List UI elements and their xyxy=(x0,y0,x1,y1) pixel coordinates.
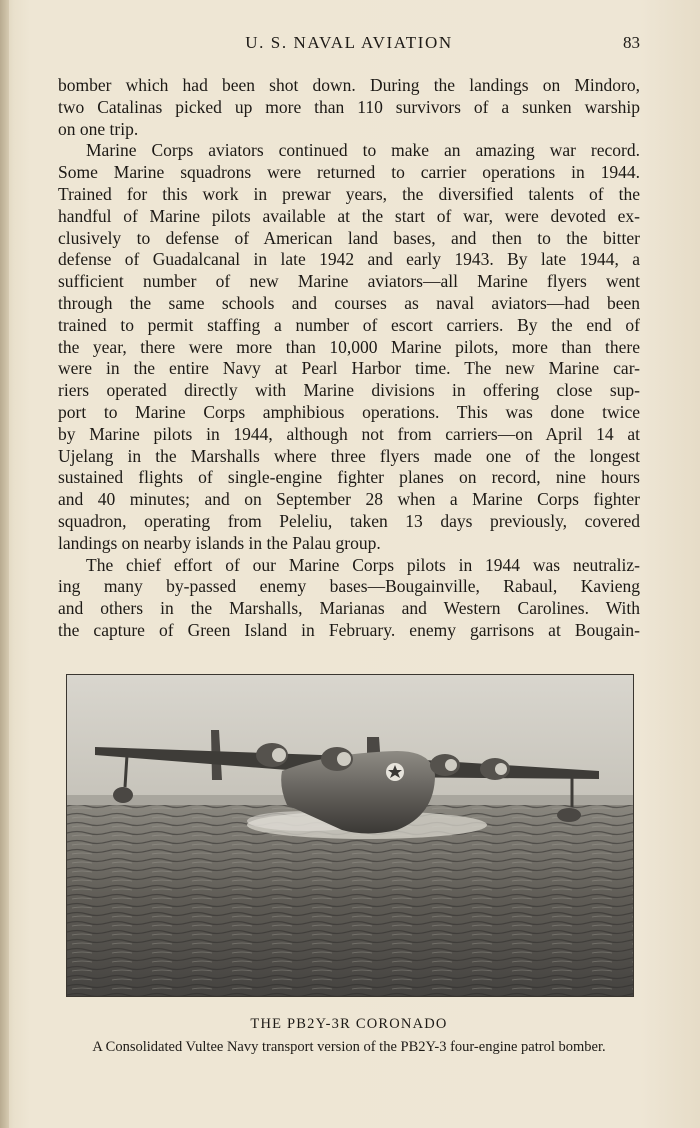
text-line: bomber which had been shot down. During the landings on Mindoro, xyxy=(58,75,640,95)
caption-title: THE PB2Y-3R CORONADO xyxy=(250,1016,448,1032)
text-line: Marine Corps aviators continued to make an amazing war record. xyxy=(86,140,640,161)
text-line: sustained flights of single-engine fighter planes on record, nine hours xyxy=(58,467,640,488)
propeller-hub-3 xyxy=(445,759,457,771)
text-line: the year, there were more than 10,000 Marine pilots, more than there xyxy=(58,336,640,357)
page-number: 83 xyxy=(623,33,640,52)
text-line: ing many by-passed enemy bases—Bougainville, Rabaul, Kavieng xyxy=(58,576,640,597)
page-header xyxy=(58,33,640,57)
text-line: Trained for this work in prewar years, the diversified talents of the xyxy=(58,183,640,204)
text-line: were in the entire Navy at Pearl Harbor time. The new Marine car- xyxy=(58,358,640,379)
propeller-hub-4 xyxy=(495,763,507,775)
text-line: Some Marine squadrons were returned to carrier operations in 1944. xyxy=(58,162,640,183)
text-line: landings on nearby islands in the Palau group. xyxy=(58,532,381,553)
flying-boat-illustration xyxy=(67,675,633,996)
caption-text: A Consolidated Vultee Navy transport version of the PB2Y-3 four-engine patrol bomber. xyxy=(92,1039,606,1055)
text-line: Ujelang in the Marshalls where three flyers made one of the longest xyxy=(58,445,640,466)
text-line: The chief effort of our Marine Corps pilots in 1944 was neutraliz- xyxy=(86,554,640,575)
right-float xyxy=(557,808,581,822)
text-line: trained to permit staffing a number of escort carriers. By the end of xyxy=(58,314,640,335)
running-title: U. S. NAVAL AVIATION xyxy=(245,33,453,52)
book-spine-shadow xyxy=(0,0,9,1128)
text-line: on one trip. xyxy=(58,118,139,139)
coronado-photo xyxy=(66,674,634,997)
propeller-hub-2 xyxy=(337,752,351,766)
text-line: and others in the Marshalls, Marianas and Western Carolines. With xyxy=(58,598,640,619)
propeller-hub-1 xyxy=(272,748,286,762)
text-line: defense of Guadalcanal in late 1942 and early 1943. By late 1944, a xyxy=(58,249,640,270)
left-float xyxy=(113,787,133,803)
body-text xyxy=(58,75,640,642)
left-float-strut xyxy=(125,755,127,787)
text-line: port to Marine Corps amphibious operations. This was done twice xyxy=(58,401,640,422)
text-line: clusively to defense of American land bases, and then to the bitter xyxy=(58,227,640,248)
text-line: through the same schools and courses as naval aviators—had been xyxy=(58,292,640,313)
text-line: the capture of Green Island in February. enemy garrisons at Bougain- xyxy=(58,619,640,640)
text-line: sufficient number of new Marine aviators—all Marine flyers went xyxy=(58,271,640,292)
text-line: two Catalinas picked up more than 110 survivors of a sunken warship xyxy=(58,96,640,117)
text-line: squadron, operating from Peleliu, taken 13 days previously, covered xyxy=(58,510,640,531)
figure-caption xyxy=(58,1016,640,1056)
text-line: and 40 minutes; and on September 28 when a Marine Corps fighter xyxy=(58,489,640,510)
text-line: riers operated directly with Marine divisions in offering close sup- xyxy=(58,380,640,401)
text-line: handful of Marine pilots available at the start of war, were devoted ex- xyxy=(58,205,640,226)
text-line: by Marine pilots in 1944, although not from carriers—on April 14 at xyxy=(58,423,640,444)
